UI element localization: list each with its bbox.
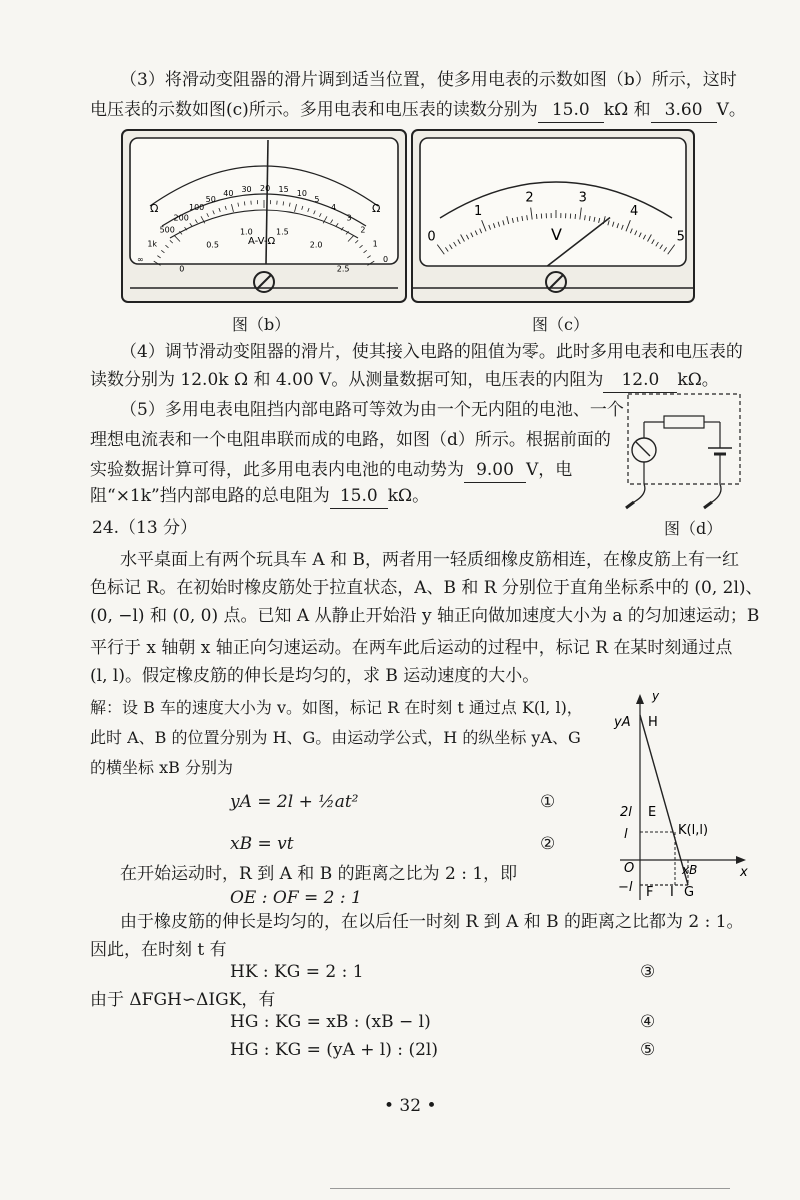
ac-tick-label: 0	[179, 264, 185, 274]
ohm-tick-label: 1k	[147, 239, 158, 249]
ac-tick-label: 2.0	[309, 240, 323, 250]
ohm-tick-label: 200	[173, 213, 189, 223]
caption-d: 图（d）	[664, 519, 723, 538]
eq5-number: ⑤	[640, 1040, 656, 1060]
p5-line3-post: V，电	[526, 460, 573, 480]
q24-l5: (l, l)。假定橡皮筋的伸长是均匀的，求 B 运动速度的大小。	[90, 666, 540, 686]
ohm-tick-label: 30	[241, 185, 252, 195]
ohm-tick-label: 0	[382, 255, 389, 264]
sol-s6: 因此，在时刻 t 有	[90, 940, 227, 960]
volt-tick-label: 2	[525, 190, 534, 206]
q24-l4: 平行于 x 轴朝 x 轴正向匀速运动。在两车此后运动的过程中，标记 R 在某时刻通过点	[90, 638, 733, 658]
ac-tick-label: 1.5	[276, 227, 289, 237]
label-xb: xB	[682, 863, 698, 877]
ohm-tick-label: 15	[278, 185, 289, 195]
label-f: F	[646, 885, 654, 900]
label-e: E	[648, 805, 657, 820]
ohm-tick-label: 5	[314, 194, 320, 204]
answer-voltmeter-resistance: 12.0	[603, 368, 677, 393]
label-minus-l: −l	[618, 880, 633, 895]
ohm-tick-label: 1	[372, 239, 378, 249]
label-o: O	[624, 861, 635, 876]
label-g: G	[684, 885, 695, 900]
eq3: HK : KG = 2 : 1	[230, 962, 364, 982]
volt-tick-label: 0	[427, 229, 436, 245]
unit-v: V	[551, 225, 562, 244]
center-label: A-V-Ω	[248, 236, 276, 247]
p5-line4-text: 阻“×1k”挡内部电路的总电阻为	[90, 486, 330, 506]
axis-x: x	[740, 865, 748, 880]
page-number: • 32 •	[384, 1096, 437, 1116]
sol-s7: 由于 ΔFGH∽ΔIGK，有	[90, 990, 276, 1010]
p5-line3	[90, 458, 572, 483]
ohm-tick-label: ∞	[137, 255, 144, 264]
eq2-number: ②	[540, 834, 556, 854]
label-i: I	[670, 885, 674, 900]
coordinate-graph	[600, 690, 750, 910]
label-ya: yA	[614, 715, 631, 730]
ohm-tick-label: 40	[223, 188, 234, 198]
q24-l3: (0, −l) 和 (0, 0) 点。已知 A 从静止开始沿 y 轴正向做加速度大小为 a 的匀加速运动；B	[90, 606, 760, 626]
ohm-tick-label: 50	[205, 194, 216, 204]
q24-l1: 水平桌面上有两个玩具车 A 和 B，两者用一轻质细橡皮筋相连，在橡皮筋上有一红	[120, 550, 739, 570]
ohm-tick-label: 100	[189, 203, 205, 213]
p5-line3-text: 实验数据计算可得，此多用电表内电池的电动势为	[90, 460, 464, 480]
p4-line2-text: 读数分别为 12.0k Ω 和 4.00 V。从测量数据可知，电压表的内阻为	[90, 370, 604, 390]
eq4-number: ④	[640, 1012, 656, 1032]
label-h: H	[648, 715, 658, 730]
volt-tick-label: 5	[676, 229, 685, 245]
caption-c: 图（c）	[532, 315, 589, 334]
ohm-tick-label: 500	[159, 225, 175, 235]
circuit-figure-d	[620, 390, 750, 515]
meter-figures	[0, 0, 800, 340]
eq1: yA = 2l + ½at²	[230, 792, 359, 812]
ac-tick-label: 1.0	[239, 227, 253, 237]
p5-line4-post: kΩ。	[387, 486, 430, 506]
eq4: HG : KG = xB : (xB − l)	[230, 1012, 431, 1032]
p3-line2-text: 电压表的示数如图(c)所示。多用电表和电压表的读数分别为	[90, 100, 538, 120]
p3-line1: （3）将滑动变阻器的滑片调到适当位置，使多用电表的示数如图（b）所示，这时	[120, 70, 737, 90]
ohm-tick-label: 4	[331, 203, 337, 213]
answer-internal-resistance: 15.0	[330, 484, 388, 509]
answer-voltmeter: 3.60	[651, 98, 717, 123]
q24-header: 24.（13 分）	[92, 518, 198, 538]
ohm-tick-label: 3	[346, 213, 352, 223]
footer-rule	[330, 1188, 730, 1189]
ohm-tick-label: 10	[296, 188, 307, 198]
volt-tick-label: 4	[630, 203, 639, 219]
ohm-tick-label: 20	[260, 184, 271, 193]
axis-y: y	[652, 690, 660, 703]
eq-oe-of: OE : OF = 2 : 1	[230, 888, 362, 908]
answer-emf: 9.00	[464, 458, 526, 483]
omega-right: Ω	[372, 202, 381, 215]
sol-s3: 的横坐标 xB 分别为	[90, 758, 233, 777]
q24-l2: 色标记 R。在初始时橡皮筋处于拉直状态，A、B 和 R 分别位于直角坐标系中的 (0, 2l)、	[90, 578, 763, 598]
volt-tick-label: 1	[473, 203, 483, 219]
p5-line2: 理想电流表和一个电阻串联而成的电路，如图（d）所示。根据前面的	[90, 430, 611, 450]
sol-s5: 由于橡皮筋的伸长是均匀的，在以后任一时刻 R 到 A 和 B 的距离之比都为 2 : 1。	[120, 912, 744, 932]
multimeter-figure-b	[122, 130, 406, 302]
volt-tick-label: 3	[578, 190, 587, 206]
ac-tick-label: 2.5	[336, 264, 350, 274]
sol-s2: 此时 A、B 的位置分别为 H、G。由运动学公式，H 的纵坐标 yA、G	[90, 728, 581, 747]
eq1-number: ①	[540, 792, 556, 812]
sol-s1: 解：设 B 车的速度大小为 v。如图，标记 R 在时刻 t 通过点 K(l, l)，	[90, 698, 583, 717]
p5-line1: （5）多用电表电阻挡内部电路可等效为由一个无内阻的电池、一个	[120, 400, 624, 420]
caption-b: 图（b）	[232, 315, 291, 334]
answer-multimeter: 15.0	[538, 98, 604, 123]
eq3-number: ③	[640, 962, 656, 982]
eq5: HG : KG = (yA + l) : (2l)	[230, 1040, 438, 1060]
voltmeter-figure-c	[412, 130, 694, 302]
sol-s4: 在开始运动时，R 到 A 和 B 的距离之比为 2 : 1，即	[120, 864, 518, 884]
p5-line4	[90, 484, 429, 509]
label-k: K(l,l)	[678, 823, 709, 838]
ohm-tick-label: 2	[360, 225, 366, 235]
p3-post: V。	[716, 100, 746, 120]
label-2l: 2l	[620, 805, 632, 820]
label-l: l	[624, 827, 628, 842]
p4-line1: （4）调节滑动变阻器的滑片，使其接入电路的阻值为零。此时多用电表和电压表的	[120, 342, 743, 362]
ac-tick-label: 0.5	[206, 240, 219, 250]
omega-left: Ω	[150, 202, 159, 215]
p3-mid: kΩ 和	[603, 100, 651, 120]
p4-post: kΩ。	[677, 370, 719, 390]
eq2: xB = vt	[230, 834, 294, 854]
